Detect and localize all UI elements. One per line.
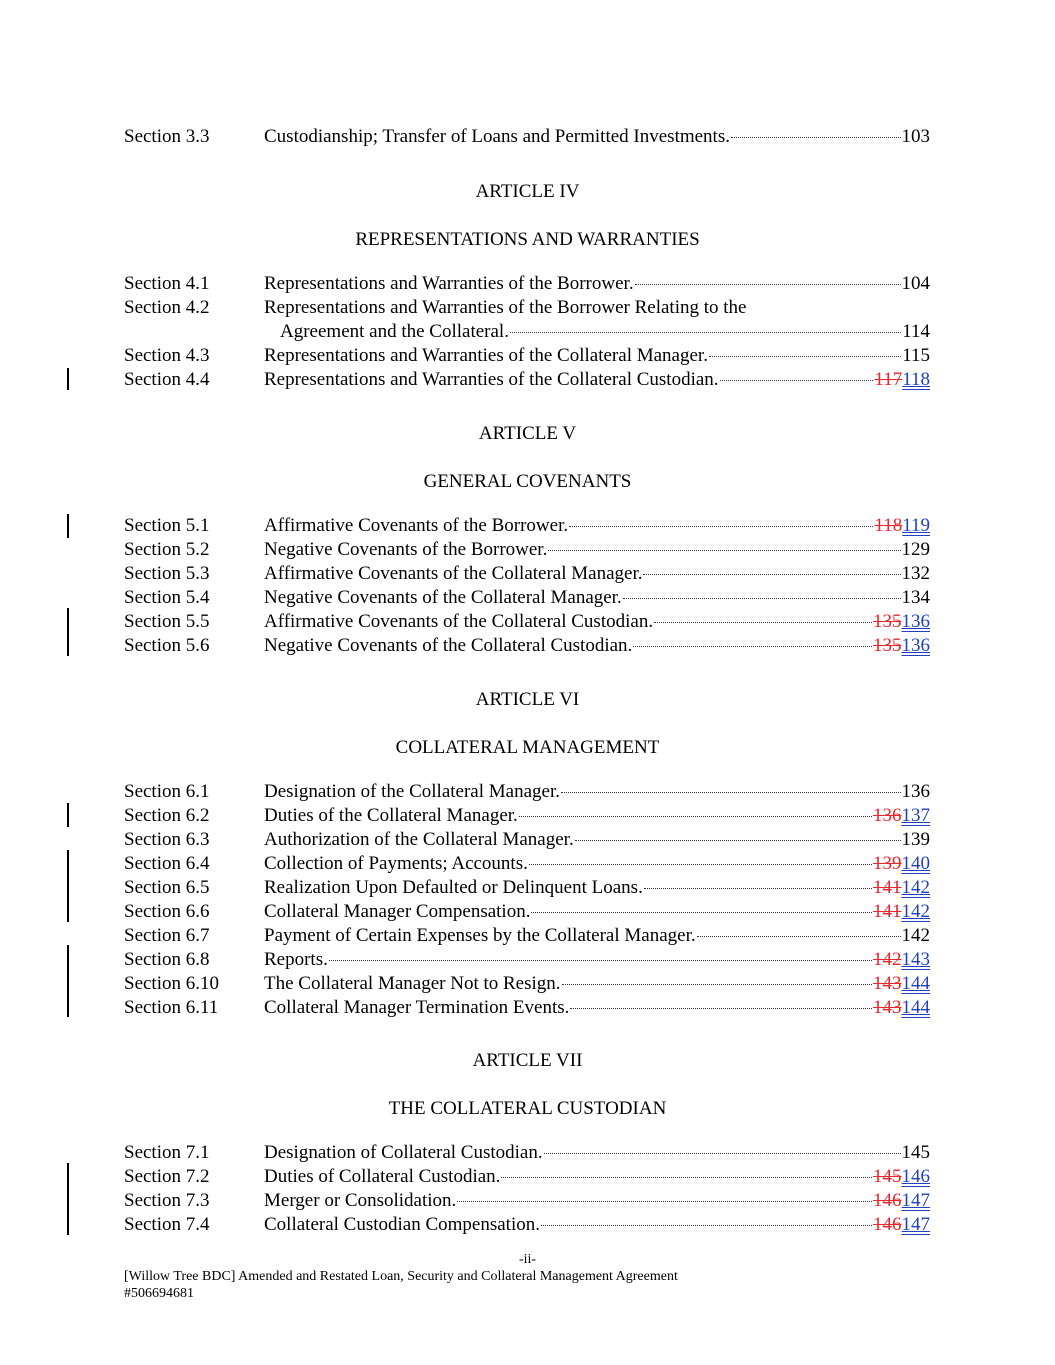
dot-leader (510, 332, 901, 333)
toc-entry-7-2 (124, 1165, 930, 1189)
section-number: Section 5.2 (124, 539, 210, 560)
change-bar (67, 945, 69, 1017)
section-number: Section 3.3 (124, 126, 210, 147)
toc-entry-5-1 (124, 514, 930, 538)
section-number: Section 7.3 (124, 1190, 210, 1211)
section-number: Section 4.1 (124, 273, 210, 294)
toc-entry-4-3 (124, 344, 930, 368)
section-title: Custodianship; Transfer of Loans and Permitted Investments. (264, 126, 730, 147)
toc-entry-6-4 (124, 852, 930, 876)
dot-leader (501, 1177, 872, 1178)
dot-leader (709, 356, 901, 357)
toc-entry-5-6 (124, 634, 930, 658)
deleted-page-number: 135 (873, 635, 902, 656)
inserted-page-number: 136 (901, 611, 930, 632)
toc-entry-6-6 (124, 900, 930, 924)
dot-leader (731, 137, 901, 138)
dot-leader (569, 526, 873, 527)
toc-entry-4-1 (124, 272, 930, 296)
page-number: 104 (901, 273, 930, 294)
toc-entry-4-4 (124, 368, 930, 392)
section-title: Collateral Manager Termination Events. (264, 997, 570, 1018)
footer-document-title: [Willow Tree BDC] Amended and Restated Loan, Security and Collateral Management Agreement (124, 1269, 678, 1284)
toc-entry-5-4 (124, 586, 930, 610)
section-title: Reports. (264, 949, 328, 970)
deleted-page-number: 143 (873, 997, 902, 1018)
toc-entry-6-11 (124, 996, 930, 1020)
section-title: Representations and Warranties of the Borrower Relating to the (264, 297, 747, 318)
section-number: Section 6.10 (124, 973, 219, 994)
inserted-page-number: 143 (901, 949, 930, 970)
deleted-page-number: 141 (873, 877, 902, 898)
section-number: Section 6.4 (124, 853, 210, 874)
dot-leader (570, 1008, 872, 1009)
inserted-page-number: 137 (901, 805, 930, 826)
article-title: THE COLLATERAL CUSTODIAN (388, 1098, 667, 1119)
inserted-page-number: 119 (902, 515, 930, 536)
section-title: Designation of Collateral Custodian. (264, 1142, 543, 1163)
toc-entry-7-3 (124, 1189, 930, 1213)
page-number: 114 (902, 321, 930, 342)
deleted-page-number: 145 (873, 1166, 902, 1187)
section-title-continued: Agreement and the Collateral. (280, 321, 509, 342)
page-number: 132 (901, 563, 930, 584)
section-number: Section 6.1 (124, 781, 210, 802)
dot-leader (562, 984, 872, 985)
dot-leader (544, 1153, 901, 1154)
section-number: Section 7.1 (124, 1142, 210, 1163)
inserted-page-number: 147 (901, 1190, 930, 1211)
section-title: Designation of the Collateral Manager. (264, 781, 560, 802)
deleted-page-number: 139 (873, 853, 902, 874)
deleted-page-number: 136 (873, 805, 902, 826)
footer-document-id: #506694681 (124, 1286, 194, 1301)
toc-entry-7-4 (124, 1213, 930, 1237)
toc-entry-3-3 (124, 125, 930, 149)
section-title: Realization Upon Defaulted or Delinquent Loans. (264, 877, 643, 898)
deleted-page-number: 142 (873, 949, 902, 970)
inserted-page-number: 140 (901, 853, 930, 874)
dot-leader (623, 598, 901, 599)
article-title: REPRESENTATIONS AND WARRANTIES (355, 229, 700, 250)
change-bar (67, 608, 69, 656)
section-number: Section 5.3 (124, 563, 210, 584)
section-number: Section 5.4 (124, 587, 210, 608)
section-title: Affirmative Covenants of the Collateral Manager. (264, 563, 643, 584)
dot-leader (654, 622, 872, 623)
section-number: Section 6.11 (124, 997, 219, 1018)
toc-entry-7-1 (124, 1141, 930, 1165)
article-heading: ARTICLE VI (475, 689, 580, 710)
section-number: Section 6.5 (124, 877, 210, 898)
toc-entry-5-2 (124, 538, 930, 562)
dot-leader (329, 960, 872, 961)
section-title: Collection of Payments; Accounts. (264, 853, 528, 874)
dot-leader (548, 550, 900, 551)
section-title: Merger or Consolidation. (264, 1190, 457, 1211)
section-number: Section 5.1 (124, 515, 210, 536)
inserted-page-number: 142 (901, 877, 930, 898)
toc-entry-6-1 (124, 780, 930, 804)
toc-entry-6-3 (124, 828, 930, 852)
article-title: COLLATERAL MANAGEMENT (395, 737, 660, 758)
toc-entry-4-2 (124, 296, 930, 344)
deleted-page-number: 141 (873, 901, 902, 922)
dot-leader (531, 912, 872, 913)
section-title: Affirmative Covenants of the Collateral Custodian. (264, 611, 654, 632)
section-title: Representations and Warranties of the Collateral Custodian. (264, 369, 719, 390)
section-number: Section 7.4 (124, 1214, 210, 1235)
section-title: Collateral Custodian Compensation. (264, 1214, 540, 1235)
inserted-page-number: 144 (901, 973, 930, 994)
section-title: Authorization of the Collateral Manager. (264, 829, 574, 850)
change-bar (67, 803, 69, 827)
inserted-page-number: 118 (902, 369, 930, 390)
inserted-page-number: 142 (901, 901, 930, 922)
page-number: 134 (901, 587, 930, 608)
section-title: The Collateral Manager Not to Resign. (264, 973, 561, 994)
page-number: 142 (901, 925, 930, 946)
article-heading: ARTICLE IV (475, 181, 580, 202)
section-number: Section 7.2 (124, 1166, 210, 1187)
dot-leader (720, 380, 874, 381)
section-title: Duties of Collateral Custodian. (264, 1166, 501, 1187)
change-bar (67, 514, 69, 538)
dot-leader (633, 646, 872, 647)
section-title: Duties of the Collateral Manager. (264, 805, 518, 826)
section-number: Section 4.2 (124, 297, 210, 318)
dot-leader (519, 816, 872, 817)
page-number: 139 (901, 829, 930, 850)
section-title: Negative Covenants of the Collateral Manager. (264, 587, 622, 608)
section-number: Section 4.3 (124, 345, 210, 366)
section-number: Section 6.6 (124, 901, 210, 922)
deleted-page-number: 146 (873, 1190, 902, 1211)
page-number: 145 (901, 1142, 930, 1163)
page-number-footer: -ii- (518, 1252, 537, 1267)
dot-leader (644, 888, 872, 889)
section-title: Payment of Certain Expenses by the Collateral Manager. (264, 925, 696, 946)
deleted-page-number: 118 (874, 515, 903, 536)
section-title: Negative Covenants of the Collateral Custodian. (264, 635, 633, 656)
section-number: Section 6.2 (124, 805, 210, 826)
toc-entry-5-5 (124, 610, 930, 634)
dot-leader (561, 792, 901, 793)
deleted-page-number: 135 (873, 611, 902, 632)
page-number: 129 (901, 539, 930, 560)
section-title: Negative Covenants of the Borrower. (264, 539, 548, 560)
deleted-page-number: 117 (874, 369, 903, 390)
dot-leader (643, 574, 900, 575)
section-number: Section 6.7 (124, 925, 210, 946)
section-title: Representations and Warranties of the Borrower. (264, 273, 634, 294)
toc-entry-6-7 (124, 924, 930, 948)
section-title: Affirmative Covenants of the Borrower. (264, 515, 569, 536)
deleted-page-number: 143 (873, 973, 902, 994)
dot-leader (457, 1201, 872, 1202)
page-number: 115 (902, 345, 930, 366)
dot-leader (697, 936, 901, 937)
change-bar (67, 368, 69, 390)
inserted-page-number: 146 (901, 1166, 930, 1187)
article-title: GENERAL COVENANTS (423, 471, 632, 492)
article-heading: ARTICLE V (478, 423, 577, 444)
dot-leader (529, 864, 872, 865)
section-title: Representations and Warranties of the Collateral Manager. (264, 345, 708, 366)
inserted-page-number: 136 (901, 635, 930, 656)
dot-leader (541, 1225, 872, 1226)
change-bar (67, 850, 69, 922)
change-bar (67, 1163, 69, 1235)
section-number: Section 5.5 (124, 611, 210, 632)
inserted-page-number: 147 (901, 1214, 930, 1235)
section-number: Section 5.6 (124, 635, 210, 656)
section-number: Section 6.8 (124, 949, 210, 970)
page-number: 103 (901, 126, 930, 147)
page-number: 136 (901, 781, 930, 802)
dot-leader (575, 840, 901, 841)
toc-entry-5-3 (124, 562, 930, 586)
toc-entry-6-8 (124, 948, 930, 972)
toc-entry-6-5 (124, 876, 930, 900)
inserted-page-number: 144 (901, 997, 930, 1018)
section-title: Collateral Manager Compensation. (264, 901, 531, 922)
deleted-page-number: 146 (873, 1214, 902, 1235)
section-number: Section 4.4 (124, 369, 210, 390)
article-heading: ARTICLE VII (472, 1050, 583, 1071)
toc-entry-6-2 (124, 804, 930, 828)
toc-entry-6-10 (124, 972, 930, 996)
section-number: Section 6.3 (124, 829, 210, 850)
dot-leader (635, 284, 901, 285)
